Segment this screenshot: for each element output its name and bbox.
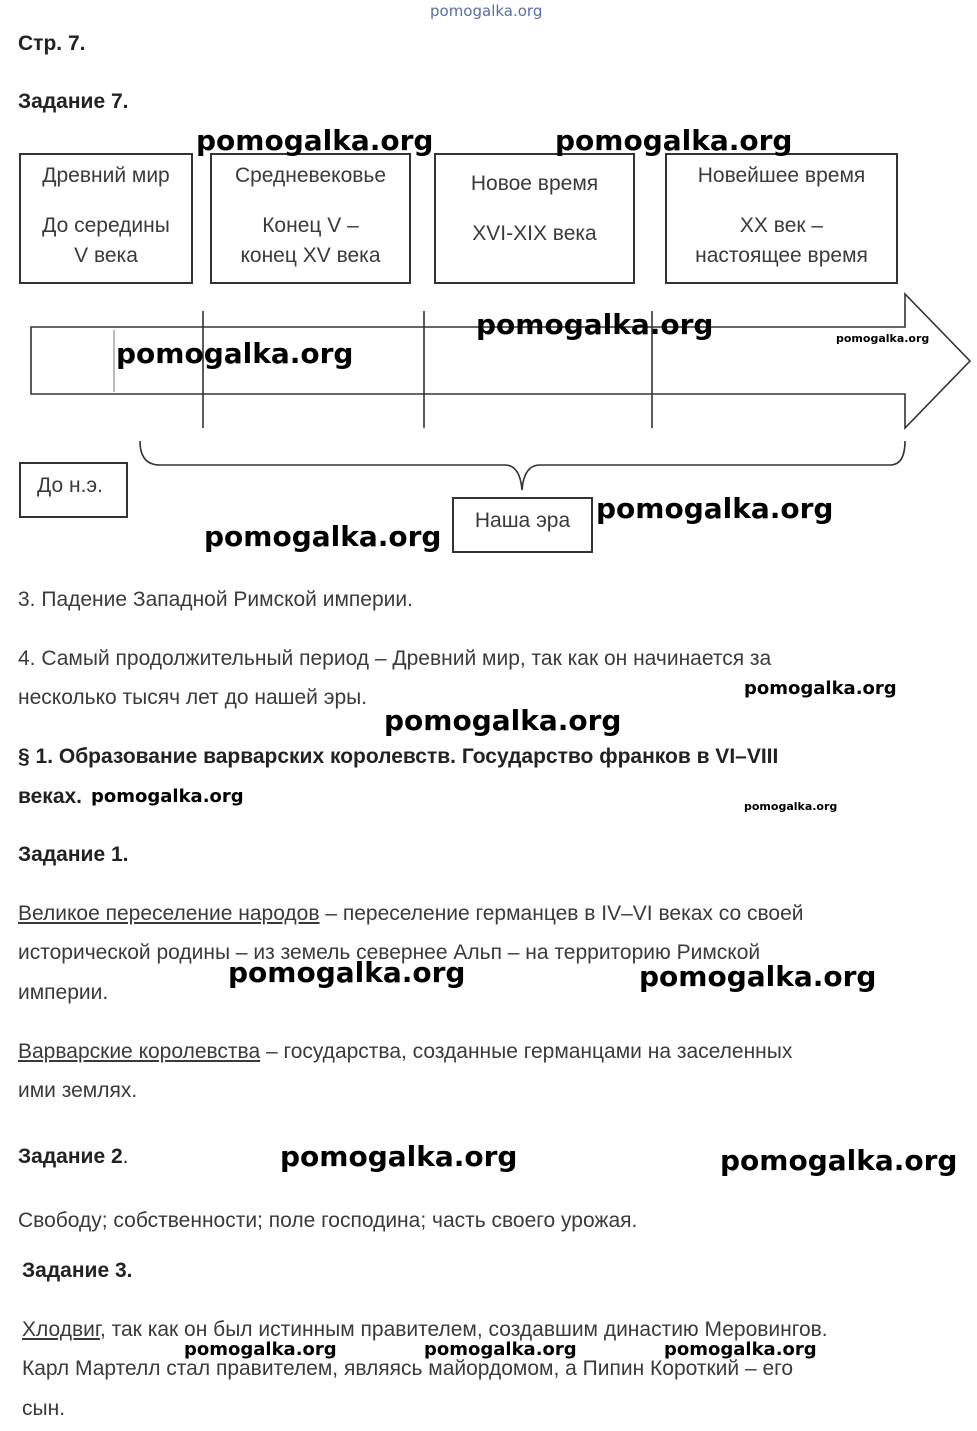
period-name: Древний мир [42, 164, 170, 187]
task1-def1-line3: империи. [18, 981, 109, 1004]
period-name: Новое время [470, 172, 599, 195]
page-reference: Стр. 7. [18, 32, 86, 55]
ad-label: Наша эра [474, 509, 571, 532]
watermark: pomogalka.org [228, 956, 466, 989]
period-range-line2: конец XV века [240, 244, 381, 267]
watermark: pomogalka.org [639, 960, 877, 993]
period-range-line2: V века [74, 244, 138, 267]
answer-4-line1: 4. Самый продолжительный период – Древний мир, так как он начинается за [18, 647, 772, 670]
task3-line1: Хлодвиг, так как он был истинным правителем, создавшим династию Меровингов. [22, 1318, 828, 1341]
answer-3: 3. Падение Западной Римской империи. [18, 588, 413, 611]
task3-line3: сын. [22, 1397, 66, 1420]
section-title-line2: веках. [18, 785, 83, 808]
period-range-line1: До середины [42, 214, 170, 237]
watermark: pomogalka.org [476, 308, 714, 341]
task1-def1-line2: исторической родины – из земель севернее Альп – на территорию Римской [18, 941, 761, 964]
ad-label-box [452, 497, 593, 553]
term-great-migration: Великое переселение народов [18, 902, 320, 925]
period-range-line1: Конец V – [262, 214, 359, 237]
watermark: pomogalka.org [204, 520, 442, 553]
task1-def2-line1: Варварские королевства – государства, созданные германцами на заселенных [18, 1040, 793, 1063]
watermark: pomogalka.org [744, 678, 897, 699]
task7-heading: Задание 7. [18, 90, 129, 113]
period-name: Новейшее время [697, 164, 866, 187]
watermark: pomogalka.org [720, 1144, 958, 1177]
term-barbarian-kingdoms: Варварские королевства [18, 1040, 261, 1063]
watermark: pomogalka.org [280, 1140, 518, 1173]
term-clovis: Хлодвиг [22, 1318, 100, 1341]
watermark: pomogalka.org [91, 786, 244, 807]
period-range-line2: настоящее время [695, 244, 868, 267]
watermark: pomogalka.org [664, 1339, 817, 1360]
task2-heading: Задание 2 [18, 1145, 123, 1168]
watermark: pomogalka.org [384, 704, 622, 737]
bc-label-box [19, 462, 128, 518]
watermark: pomogalka.org [116, 337, 354, 370]
task3-heading: Задание 3. [22, 1259, 133, 1282]
task1-heading: Задание 1. [18, 843, 129, 866]
watermark: pomogalka.org [596, 492, 834, 525]
era-brace [140, 441, 905, 490]
watermark: pomogalka.org [424, 1339, 577, 1360]
period-name: Средневековье [234, 164, 387, 187]
task1-def1-line1: Великое переселение народов – переселение германцев в IV–VI веках со своей [18, 902, 804, 925]
watermark: pomogalka.org [836, 332, 930, 345]
task2-heading-wrap: Задание 2. [18, 1145, 129, 1168]
watermark: pomogalka.org [184, 1339, 337, 1360]
watermark: pomogalka.org [744, 800, 838, 813]
bc-label: До н.э. [37, 474, 103, 497]
period-range-line1: XVI-XIX века [472, 222, 597, 245]
section-title-line1: § 1. Образование варварских королевств. Государство франков в VI–VIII [18, 745, 779, 768]
watermark: pomogalka.org [555, 124, 793, 157]
period-range-line1: XX век – [739, 214, 824, 237]
task2-answer: Свободу; собственности; поле господина; часть своего урожая. [18, 1209, 638, 1232]
task3-line2: Карл Мартелл стал правителем, являясь майордомом, а Пипин Короткий – его [22, 1357, 794, 1380]
site-watermark-top: pomogalka.org [430, 2, 543, 20]
answer-4-line2: несколько тысяч лет до нашей эры. [18, 686, 368, 709]
task1-def2-line2: ими землях. [18, 1079, 138, 1102]
watermark: pomogalka.org [196, 124, 434, 157]
